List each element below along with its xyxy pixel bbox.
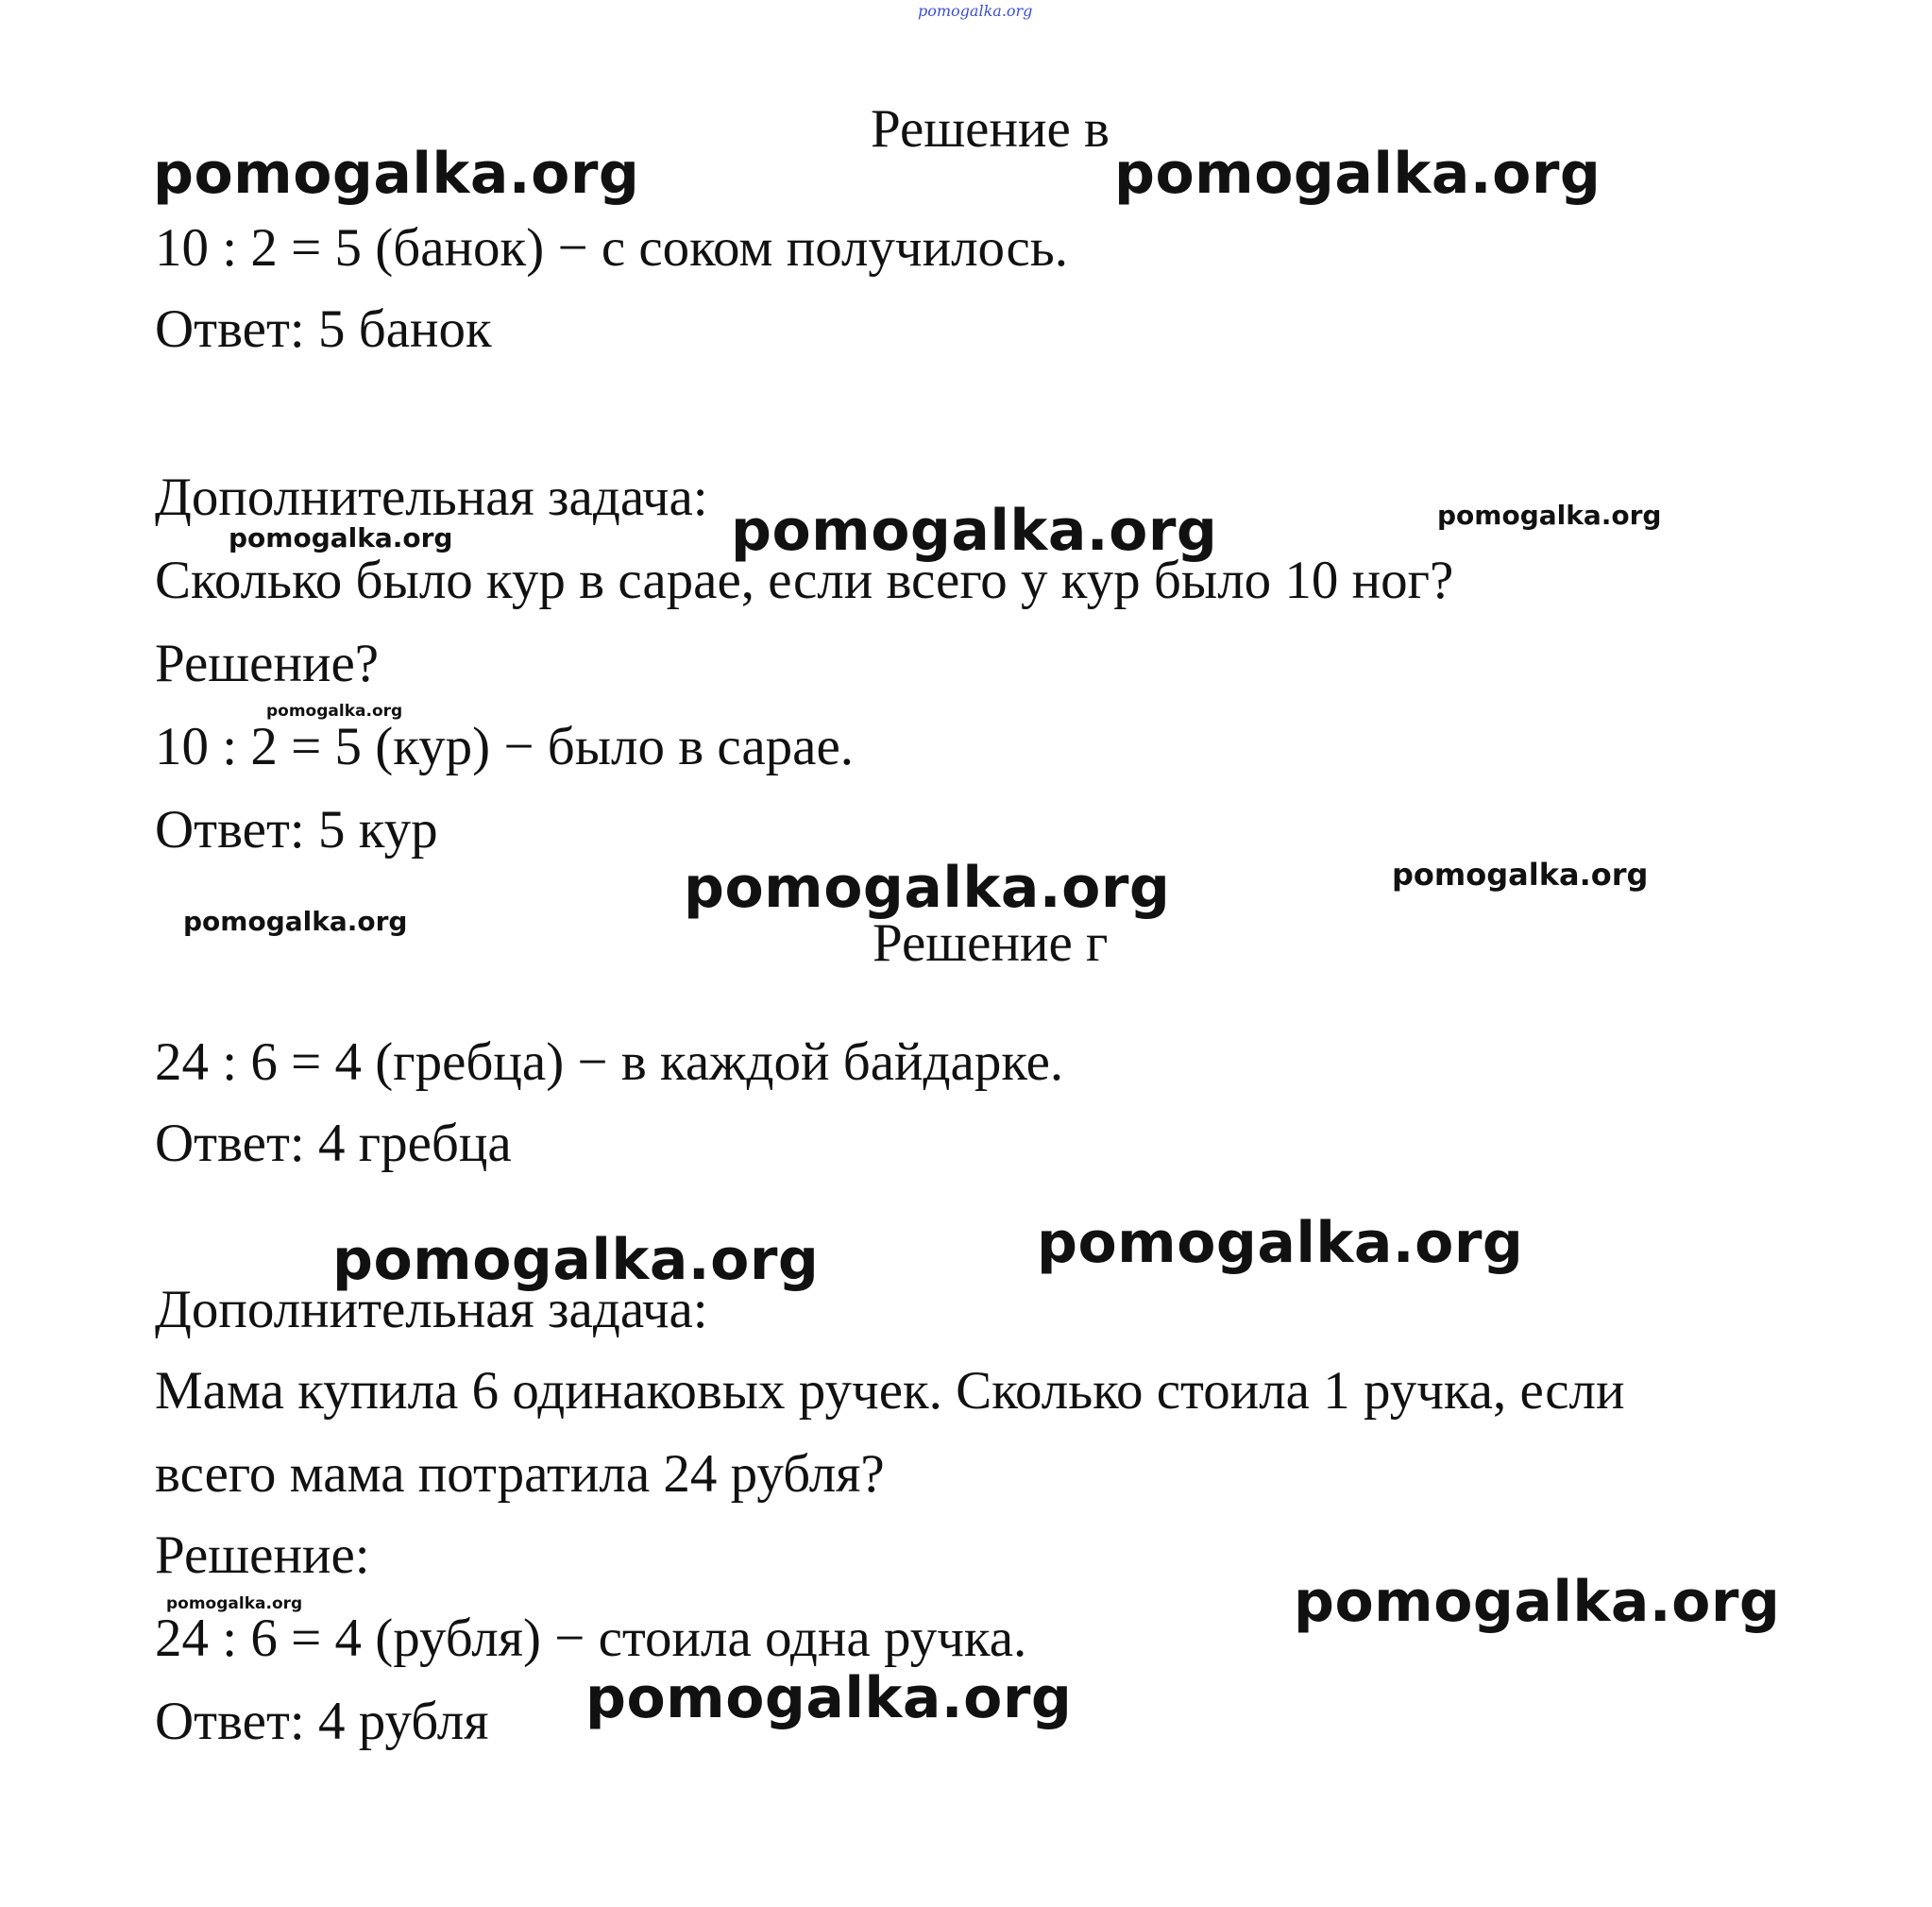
watermark: pomogalka.org [585, 1665, 1073, 1731]
extra-task-1-question: Сколько было кур в сарае, если всего у кур было 10 ног? [155, 551, 1454, 610]
watermark: pomogalka.org [332, 1227, 820, 1293]
watermark: pomogalka.org [183, 906, 408, 937]
solution-g-title: Решение г [873, 913, 1109, 973]
extra-task-1-solution-label: Решение? [155, 634, 380, 693]
solution-v-calc: 10 : 2 = 5 (банок) − с соком получилось. [155, 218, 1068, 278]
watermark: pomogalka.org [1114, 141, 1602, 207]
watermark: pomogalka.org [1037, 1210, 1524, 1276]
extra-task-2-heading: Дополнительная задача: [155, 1280, 708, 1339]
watermark: pomogalka.org [1392, 857, 1649, 893]
extra-task-2-calc: 24 : 6 = 4 (рубля) − стоила одна ручка. [155, 1609, 1027, 1668]
watermark: pomogalka.org [731, 498, 1218, 564]
watermark: pomogalka.org [1437, 500, 1662, 531]
solution-v-answer: Ответ: 5 банок [155, 299, 492, 359]
solution-g-answer: Ответ: 4 гребца [155, 1114, 512, 1173]
extra-task-2-question-line2: всего мама потратила 24 рубля? [155, 1444, 885, 1504]
extra-task-2-answer: Ответ: 4 рубля [155, 1692, 489, 1751]
watermark: pomogalka.org [266, 702, 403, 721]
extra-task-1-heading: Дополнительная задача: [155, 468, 708, 527]
watermark: pomogalka.org [684, 855, 1171, 921]
watermark: pomogalka.org [229, 522, 453, 553]
watermark: pomogalka.org [166, 1594, 303, 1613]
extra-task-1-answer: Ответ: 5 кур [155, 800, 438, 860]
solution-g-calc: 24 : 6 = 4 (гребца) − в каждой байдарке. [155, 1032, 1064, 1092]
solution-v-title: Решение в [871, 99, 1110, 159]
extra-task-1-calc: 10 : 2 = 5 (кур) − было в сарае. [155, 717, 855, 776]
watermark: pomogalka.org [153, 141, 640, 207]
extra-task-2-question-line1: Мама купила 6 одинаковых ручек. Сколько стоила 1 ручка, если [155, 1361, 1625, 1421]
extra-task-2-solution-label: Решение: [155, 1525, 370, 1585]
watermark: pomogalka.org [1294, 1569, 1781, 1635]
header-watermark: pomogalka.org [918, 2, 1033, 20]
